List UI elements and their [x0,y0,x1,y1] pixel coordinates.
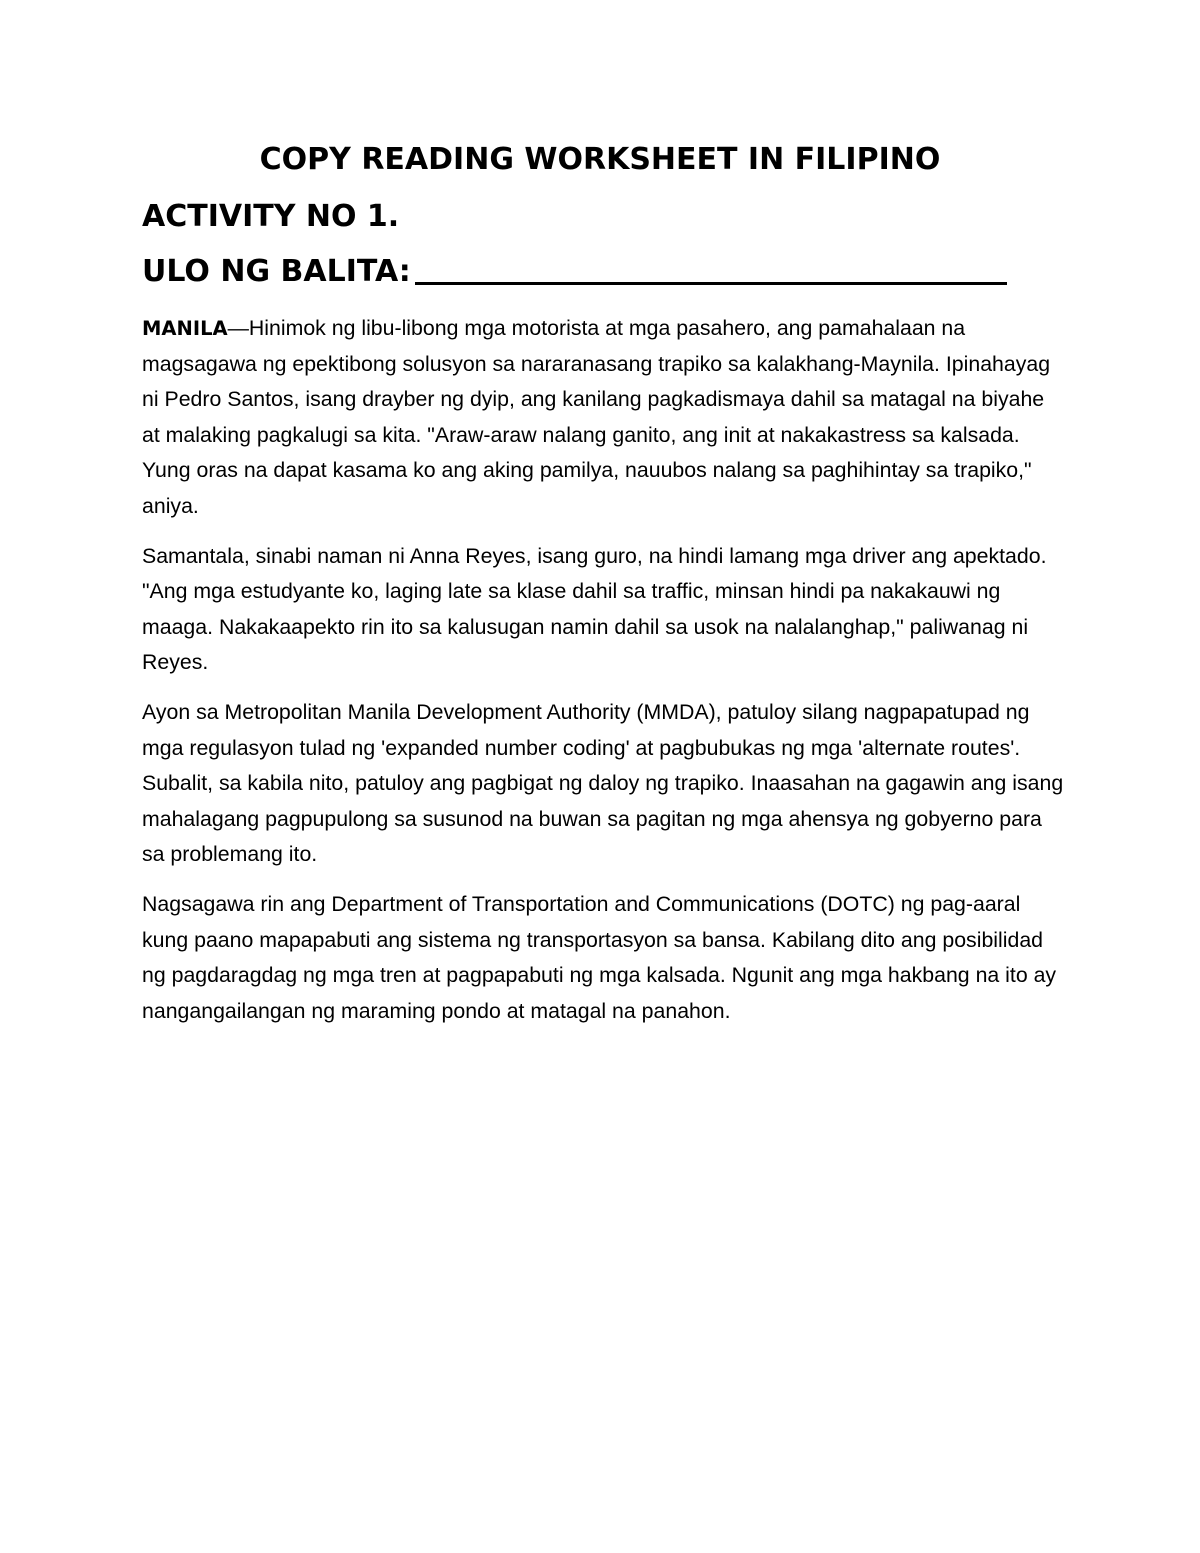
worksheet-title: COPY READING WORKSHEET IN FILIPINO [259,142,941,177]
article-dateline: MANILA [142,317,228,340]
article-paragraph-4: Nagsagawa rin ang Department of Transportation and Communications (DOTC) ng pag-aaral kung paano mapapabuti ang sistema ng transportasyon sa bansa. Kabilang dito ang posibilidad ng pagdaragdag ng mga tren at pagpapabuti ng mga kalsada. Ngunit ang mga hakbang na ito ay nangangailangan ng maraming pondo at matagal na panahon. [142,892,1057,1023]
headline-label: ULO NG BALITA: [142,254,411,289]
article-paragraph-3: Ayon sa Metropolitan Manila Development Authority (MMDA), patuloy silang nagpapatupad ng mga regulasyon tulad ng 'expanded number coding' at pagbubukas ng mga 'alternate routes'. Subalit, sa kabila nito, patuloy ang pagbigat ng daloy ng trapiko. Inaasahan na gagawin ang isang mahalagang pagpupulong sa susunod na buwan sa pagitan ng mga ahensya ng gobyerno para sa problemang ito. [142,700,1064,866]
article-body [142,311,1067,1044]
activity-number: ACTIVITY NO 1. [142,199,400,234]
headline-blank-line [415,248,1007,285]
headline-field [142,248,1042,296]
article-paragraph-1 [142,311,1067,524]
paragraph-1-text: —Hinimok ng libu-libong mga motorista at mga pasahero, ang pamahalaan na magsagawa ng epektibong solusyon sa nararanasang trapiko sa kalakhang-Maynila. Ipinahayag ni Pedro Santos, isang drayber ng dyip, ang kanilang pagkadismaya dahil sa matagal na biyahe at malaking pagkalugi sa kita. "Araw-araw nalang ganito, ang init at nakakastress sa kalsada. Yung oras na dapat kasama ko ang aking pamilya, nauubos nalang sa paghihintay sa trapiko," aniya. [142,316,1051,518]
article-paragraph-2: Samantala, sinabi naman ni Anna Reyes, isang guro, na hindi lamang mga driver ang apektado. "Ang mga estudyante ko, laging late sa klase dahil sa traffic, minsan hindi pa nakakauwi ng maaga. Nakakaapekto rin ito sa kalusugan namin dahil sa usok na nalalanghap," paliwanag ni Reyes. [142,543,1047,674]
